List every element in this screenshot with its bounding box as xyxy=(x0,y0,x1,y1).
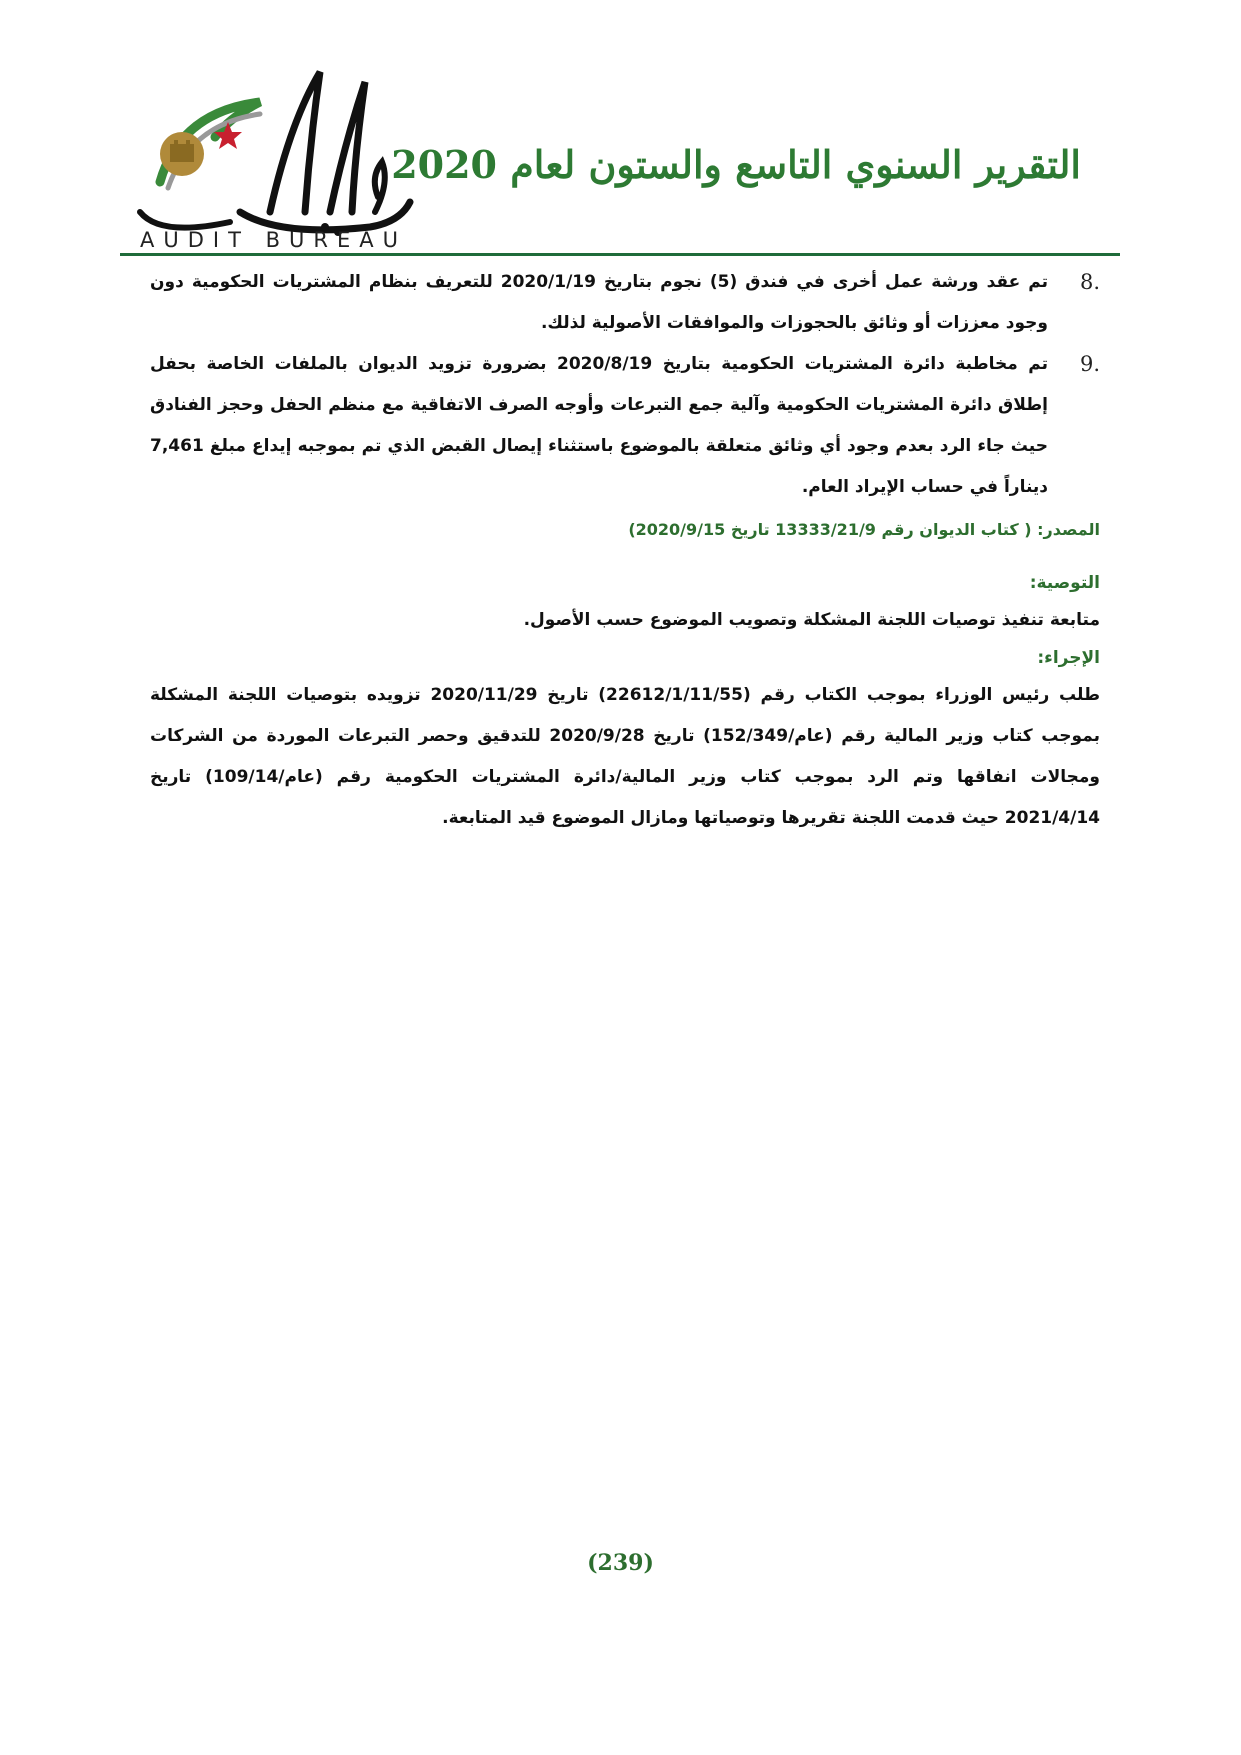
recommendation-text: متابعة تنفيذ توصيات اللجنة المشكلة وتصويب الموضوع حسب الأصول. xyxy=(523,610,1100,630)
item-text: تم مخاطبة دائرة المشتريات الحكومية بتاريخ 2020/8/19 بضرورة تزويد الديوان بالملفات الخاصة بحفل إطلاق دائرة المشتريات الحكومية وآلية جمع التبرعات وأوجه الصرف الاتفاقية مع منظم الحفل وحجز الفنادق حيث جاء الرد بعدم وجود أي وثائق متعلقة بالموضوع باستثناء إيصال القبض الذي تم بموجبه إيداع مبلغ 7,461 ديناراً في حساب الإيراد العام. xyxy=(150,354,1048,497)
page-number: (239) xyxy=(587,1550,654,1576)
list-item xyxy=(150,262,1100,344)
item-number: 8. xyxy=(1079,270,1100,294)
logo-caption: AUDIT BUREAU xyxy=(140,228,407,252)
action-text: طلب رئيس الوزراء بموجب الكتاب رقم (22612/1/11/55) تاريخ 2020/11/29 تزويده بتوصيات اللجنة المشكلة بموجب كتاب وزير المالية رقم (عام/152/349) تاريخ 2020/9/28 للتدقيق وحصر التبرعات الموردة من الشركات ومجالات انفاقها وتم الرد بموجب كتاب وزير المالية/دائرة المشتريات الحكومية رقم (عام/109/14) تاريخ 2021/4/14 حيث قدمت اللجنة تقريرها وتوصياتها ومازال الموضوع قيد المتابعة. xyxy=(150,685,1100,828)
report-title: التقرير السنوي التاسع والستون لعام 2020 xyxy=(391,142,1081,187)
item-number: 9. xyxy=(1079,352,1100,376)
action-heading: الإجراء: xyxy=(1037,648,1100,668)
page-header xyxy=(0,0,1241,262)
source-citation: المصدر: ( كتاب الديوان رقم 13333/21/9 تاريخ 2020/9/15) xyxy=(628,520,1100,539)
item-text: تم عقد ورشة عمل أخرى في فندق (5) نجوم بتاريخ 2020/1/19 للتعريف بنظام المشتريات الحكومية دون وجود معززات أو وثائق بالحجوزات والموافقات الأصولية لذلك. xyxy=(150,272,1048,333)
header-rule xyxy=(120,253,1120,256)
list-item xyxy=(150,344,1100,508)
recommendation-heading: التوصية: xyxy=(1029,573,1100,593)
page-content xyxy=(150,262,1100,839)
audit-bureau-logo xyxy=(120,62,420,252)
